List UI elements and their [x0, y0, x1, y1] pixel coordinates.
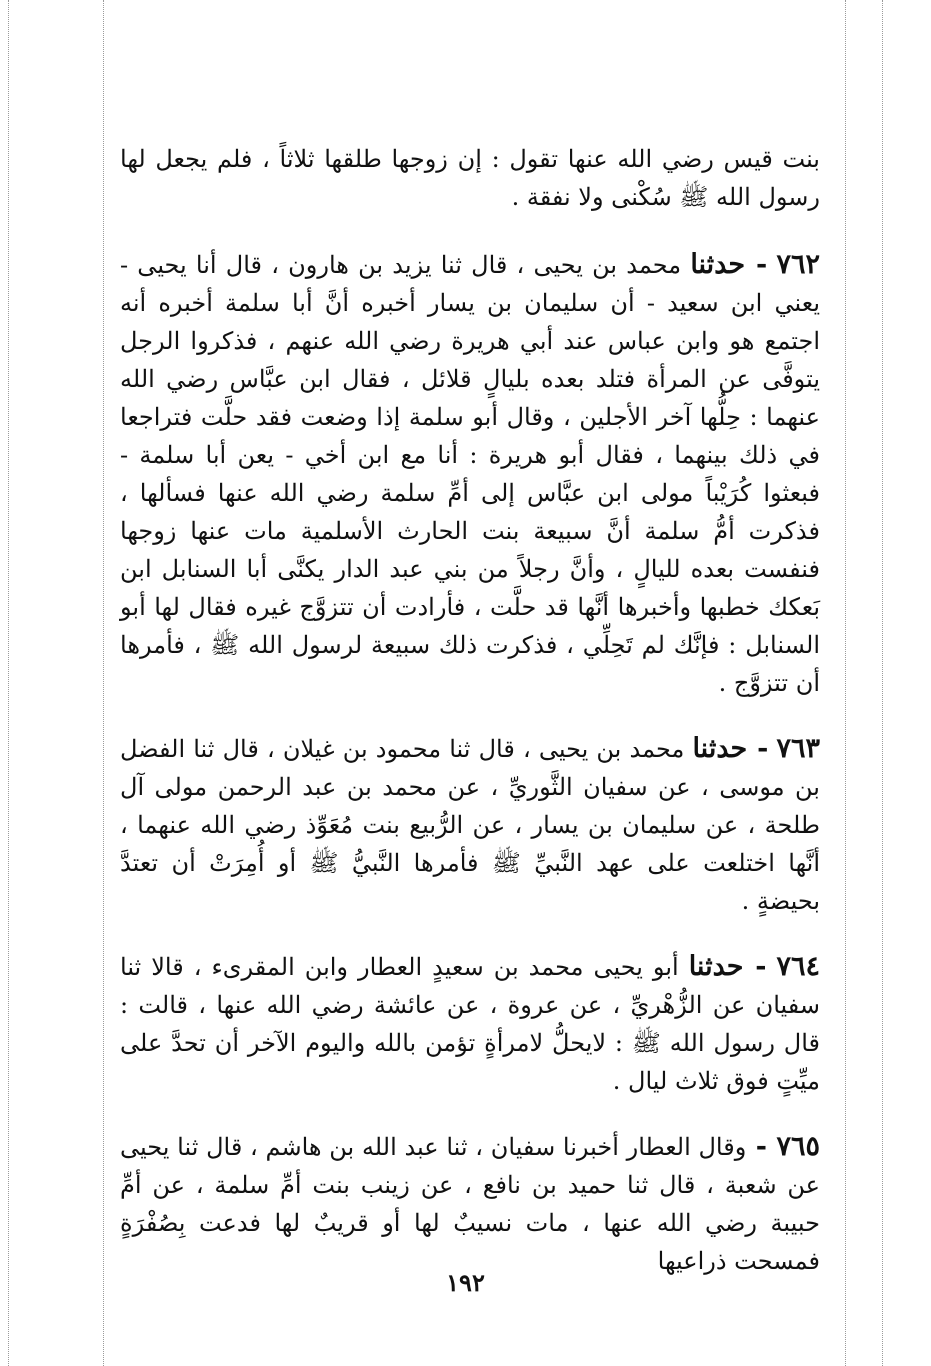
hadith-text: محمد بن يحيى ، قال ثنا يزيد بن هارون ، قال أنا يحيى - يعني ابن سعيد - أن سليمان بن يسار أخبره أنَّ أبا سلمة أخبره أنه اجتمع هو وابن عباس عند أبي هريرة رضي الله عنهم ، فذكروا الرجل يتوفَّى عن المرأة فتلد بعده بليالٍ قلائل ، فقال ابن عبَّاس رضي الله عنهما : حِلُّها آخر الأجلين ، وقال أبو سلمة إذا وضعت فقد حلَّت فتراجعا في ذلك بينهما ، فقال أبو هريرة : أنا مع ابن أخي - يعن أبا سلمة - فبعثوا كُرَيْباً مولى ابن عبَّاس إلى أمِّ سلمة رضي الله عنها فسألها ، فذكرت أمُّ سلمة أنَّ سبيعة بنت الحارث الأسلمية مات عنها زوجها فنفست بعده لليالٍ ، وأنَّ رجلاً من بني عبد الدار يكنَّى أبا السنابل ابن بَعكك خطبها وأخبرها أنَّها قد حلَّت ، فأرادت أن تتزوَّج غيره فقال لها أبو السنابل : فإنَّك لم تَحِلِّي ، فذكرت ذلك سبيعة لرسول الله ﷺ ، فأمرها أن تتزوَّج .: [120, 251, 821, 697]
hadith-765: ٧٦٥ - وقال العطار أخبرنا سفيان ، ثنا عبد الله بن هاشم ، قال ثنا يحيى عن شعبة ، قال ثنا حميد بن نافع ، عن زينب بنت أمِّ سلمة ، عن أمِّ حبيبة رضي الله عنها ، مات نسيبٌ لها أو قريبٌ لها فدعت بِصُفْرَةٍ فمسحت ذراعيها: [120, 1131, 820, 1275]
hadith-keyword: حدثنا: [690, 249, 746, 280]
hadith-number: ٧٦٥: [776, 1131, 820, 1162]
hadith-keyword: حدثنا: [692, 733, 748, 764]
hadith-text: محمد بن يحيى ، قال ثنا محمود بن غيلان ، قال ثنا الفضل بن موسى ، عن سفيان الثَّوريِّ ، عن محمد بن عبد الرحمن مولى آل طلحة ، عن سليمان بن يسار ، عن الرُّبيع بنت مُعَوِّذ رضي الله عنهما ، أنَّها اختلعت على عهد النَّبيِّ ﷺ فأمرها النَّبيُّ ﷺ أو أُمِرَتْ أن تعتدَّ بحيضةٍ .: [120, 735, 820, 915]
intro-paragraph: [120, 140, 820, 216]
hadith-text: وقال العطار أخبرنا سفيان ، ثنا عبد الله بن هاشم ، قال ثنا يحيى عن شعبة ، قال ثنا حميد بن نافع ، عن زينب بنت أمِّ سلمة ، عن أمِّ حبيبة رضي الله عنها ، مات نسيبٌ لها أو قريبٌ لها فدعت بِصُفْرَةٍ فمسحت ذراعيها: [120, 1133, 820, 1275]
scan-guide-line: [103, 0, 104, 1366]
intro-text: بنت قيس رضي الله عنها تقول : إن زوجها طلقها ثلاثاً ، فلم يجعل لها رسول الله ﷺ سُكْنى ولا نفقة .: [120, 145, 820, 211]
hadith-keyword: حدثنا: [688, 951, 744, 982]
scan-guide-line: [845, 0, 846, 1366]
scan-guide-line: [8, 0, 9, 1366]
hadith-762: ٧٦٢ - حدثنا محمد بن يحيى ، قال ثنا يزيد بن هارون ، قال أنا يحيى - يعني ابن سعيد - أن سليمان بن يسار أخبره أنَّ أبا سلمة أخبره أنه اجتمع هو وابن عباس عند أبي هريرة رضي الله عنهم ، فذكروا الرجل يتوفَّى عن المرأة فتلد بعده بليالٍ قلائل ، فقال ابن عبَّاس رضي الله عنهما : حِلُّها آخر الأجلين ، وقال أبو سلمة إذا وضعت فقد حلَّت فتراجعا في ذلك بينهما ، فقال أبو هريرة : أنا مع ابن أخي - يعن أبا سلمة - فبعثوا كُرَيْباً مولى ابن عبَّاس إلى أمِّ سلمة رضي الله عنها فسألها ، فذكرت أمُّ سلمة أنَّ سبيعة بنت الحارث الأسلمية مات عنها زوجها فنفست بعده لليالٍ ، وأنَّ رجلاً من بني عبد الدار يكنَّى أبا السنابل ابن بَعكك خطبها وأخبرها أنَّها قد حلَّت ، فأرادت أن تتزوَّج غيره فقال لها أبو السنابل : فإنَّك لم تَحِلِّي ، فذكرت ذلك سبيعة لرسول الله ﷺ ، فأمرها أن تتزوَّج .: [120, 249, 821, 697]
hadith-763: ٧٦٣ - حدثنا محمد بن يحيى ، قال ثنا محمود بن غيلان ، قال ثنا الفضل بن موسى ، عن سفيان الثَّوريِّ ، عن محمد بن عبد الرحمن مولى آل طلحة ، عن سليمان بن يسار ، عن الرُّبيع بنت مُعَوِّذ رضي الله عنهما ، أنَّها اختلعت على عهد النَّبيِّ ﷺ فأمرها النَّبيُّ ﷺ أو أُمِرَتْ أن تعتدَّ بحيضةٍ .: [120, 733, 820, 915]
hadith-number: ٧٦٣: [776, 733, 820, 764]
hadith-number: ٧٦٤: [776, 951, 820, 982]
hadith-764: ٧٦٤ - حدثنا أبو يحيى محمد بن سعيدٍ العطار وابن المقرىء ، قالا ثنا سفيان عن الزُّهْريِّ ، عن عروة ، عن عائشة رضي الله عنها ، قالت : قال رسول الله ﷺ : لايحلُّ لامرأةٍ تؤمن بالله واليوم الآخر أن تحدَّ على ميِّتٍ فوق ثلاث ليال .: [120, 951, 820, 1095]
hadith-text: أبو يحيى محمد بن سعيدٍ العطار وابن المقرىء ، قالا ثنا سفيان عن الزُّهْريِّ ، عن عروة ، عن عائشة رضي الله عنها ، قالت : قال رسول الله ﷺ : لايحلُّ لامرأةٍ تؤمن بالله واليوم الآخر أن تحدَّ على ميِّتٍ فوق ثلاث ليال .: [120, 953, 820, 1095]
page-body: [120, 140, 820, 1308]
page-number: ١٩٢: [446, 1268, 485, 1297]
scan-guide-line: [882, 0, 883, 1366]
hadith-number: ٧٦٢: [776, 249, 820, 280]
